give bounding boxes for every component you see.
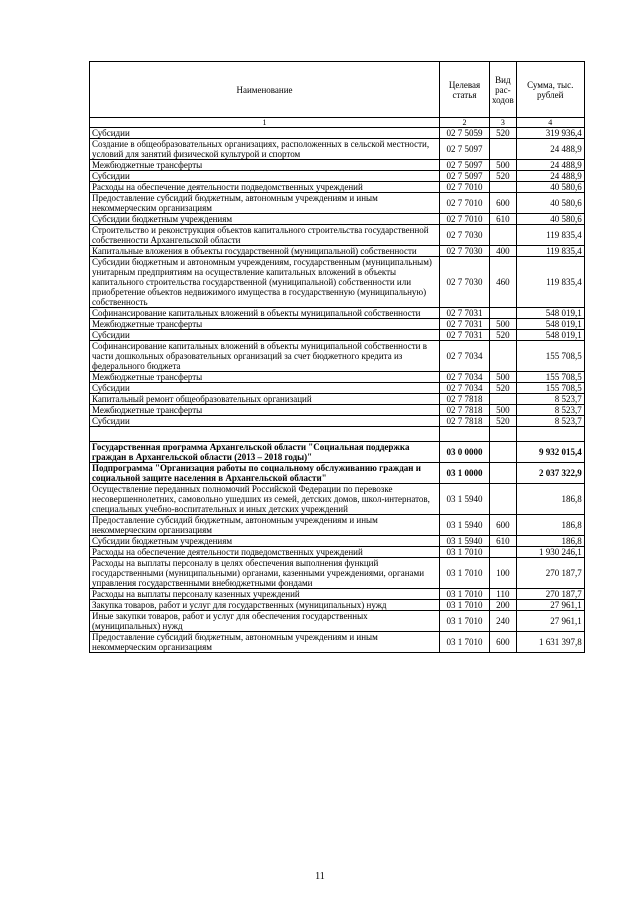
row-expense-type: 500 <box>490 372 517 383</box>
row-amount: 24 488,9 <box>516 139 584 160</box>
row-amount: 27 961,1 <box>516 600 584 611</box>
row-expense-type: 600 <box>490 632 517 653</box>
table-row <box>90 611 585 632</box>
table-row <box>90 128 585 139</box>
row-name: Строительство и реконструкция объектов капитального строительства государственной собственности Архангельской области <box>90 225 440 246</box>
row-name: Закупка товаров, работ и услуг для государственных (муниципальных) нужд <box>90 600 440 611</box>
row-target-code: 02 7 7010 <box>440 193 490 214</box>
page-number: 11 <box>315 871 325 882</box>
row-amount: 27 961,1 <box>516 611 584 632</box>
table-row <box>90 484 585 515</box>
row-name: Осуществление переданных полномочий Российской Федерации по перевозке несовершеннолетних, самовольно ушедших из семей, детских домов, школ-интернатов, специальных учебно-воспитательных и иных детских учреждений <box>90 484 440 515</box>
row-expense-type: 500 <box>490 319 517 330</box>
row-name: Капитальные вложения в объекты государственной (муниципальной) собственности <box>90 246 440 257</box>
row-expense-type <box>490 442 517 463</box>
row-name: Расходы на выплаты персоналу казенных учреждений <box>90 589 440 600</box>
row-expense-type: 520 <box>490 128 517 139</box>
header-kind: Вид рас-ходов <box>490 62 517 118</box>
row-name: Расходы на выплаты персоналу в целях обеспечения выполнения функций государственными (муниципальными) органами, казенными учреждениями, органами управления государственными внебюджетными фондами <box>90 558 440 589</box>
table-row <box>90 182 585 193</box>
row-expense-type: 600 <box>490 515 517 536</box>
header-sum: Сумма, тыс. рублей <box>516 62 584 118</box>
row-name: Межбюджетные трансферты <box>90 160 440 171</box>
row-amount: 270 187,7 <box>516 558 584 589</box>
row-name: Создание в общеобразовательных организациях, расположенных в сельской местности, условий для занятий физической культурой и спортом <box>90 139 440 160</box>
table-row <box>90 341 585 372</box>
row-amount: 8 523,7 <box>516 416 584 427</box>
row-expense-type: 520 <box>490 171 517 182</box>
row-name: Субсидии <box>90 383 440 394</box>
row-target-code: 02 7 7818 <box>440 405 490 416</box>
row-name: Расходы на обеспечение деятельности подведомственных учреждений <box>90 182 440 193</box>
row-name: Субсидии бюджетным учреждениям <box>90 536 440 547</box>
row-name: Субсидии <box>90 128 440 139</box>
row-expense-type: 500 <box>490 405 517 416</box>
row-target-code: 02 7 5059 <box>440 128 490 139</box>
row-target-code: 03 1 5940 <box>440 484 490 515</box>
row-amount: 40 580,6 <box>516 193 584 214</box>
table-row <box>90 558 585 589</box>
row-name: Предоставление субсидий бюджетным, автономным учреждениям и иным некоммерческим организациям <box>90 515 440 536</box>
row-amount: 119 835,4 <box>516 225 584 246</box>
table-row <box>90 330 585 341</box>
row-amount: 9 932 015,4 <box>516 442 584 463</box>
table-row <box>90 139 585 160</box>
row-name: Предоставление субсидий бюджетным, автономным учреждениям и иным некоммерческим организациям <box>90 632 440 653</box>
row-target-code: 02 7 7031 <box>440 308 490 319</box>
row-name: Субсидии <box>90 330 440 341</box>
row-expense-type <box>490 463 517 484</box>
row-target-code: 02 7 7010 <box>440 182 490 193</box>
table-row <box>90 547 585 558</box>
row-target-code: 03 1 7010 <box>440 589 490 600</box>
row-target-code: 02 7 7030 <box>440 246 490 257</box>
table-row <box>90 442 585 463</box>
row-expense-type: 520 <box>490 416 517 427</box>
row-name: Софинансирование капитальных вложений в объекты муниципальной собственности <box>90 308 440 319</box>
table-row <box>90 372 585 383</box>
row-expense-type: 400 <box>490 246 517 257</box>
row-name: Субсидии <box>90 416 440 427</box>
row-target-code: 02 7 7010 <box>440 214 490 225</box>
row-amount: 548 019,1 <box>516 330 584 341</box>
row-amount: 155 708,5 <box>516 372 584 383</box>
table-row <box>90 405 585 416</box>
table-row <box>90 214 585 225</box>
row-target-code: 03 1 7010 <box>440 632 490 653</box>
header-number: 4 <box>516 118 584 128</box>
table-row <box>90 308 585 319</box>
row-amount: 186,8 <box>516 484 584 515</box>
row-amount: 24 488,9 <box>516 160 584 171</box>
table-row <box>90 225 585 246</box>
row-expense-type: 610 <box>490 536 517 547</box>
row-expense-type: 200 <box>490 600 517 611</box>
row-expense-type <box>490 182 517 193</box>
row-target-code: 02 7 7031 <box>440 330 490 341</box>
table-row <box>90 171 585 182</box>
row-target-code: 03 1 5940 <box>440 536 490 547</box>
row-amount: 186,8 <box>516 536 584 547</box>
table-row <box>90 246 585 257</box>
header-code: Целевая статья <box>440 62 490 118</box>
row-name: Субсидии бюджетным и автономным учреждениям, государственным (муниципальным) унитарным предприятиям на осуществление капитальных вложений в объекты капитального строительства государственной (муниципальной) собственности или приобретение объектов недвижимого имущества в государственную (муниципальную) собственность <box>90 257 440 308</box>
table-row <box>90 589 585 600</box>
row-amount: 319 936,4 <box>516 128 584 139</box>
row-expense-type <box>490 308 517 319</box>
row-amount: 1 631 397,8 <box>516 632 584 653</box>
row-amount: 186,8 <box>516 515 584 536</box>
header-number: 3 <box>490 118 517 128</box>
row-name: Софинансирование капитальных вложений в объекты муниципальной собственности в части дошкольных образовательных организаций за счет бюджетного кредита из федерального бюджета <box>90 341 440 372</box>
row-expense-type <box>490 139 517 160</box>
row-amount: 24 488,9 <box>516 171 584 182</box>
table-row <box>90 600 585 611</box>
row-amount: 119 835,4 <box>516 246 584 257</box>
row-name: Субсидии <box>90 171 440 182</box>
row-name: Иные закупки товаров, работ и услуг для обеспечения государственных (муниципальных) нужд <box>90 611 440 632</box>
row-expense-type: 600 <box>490 193 517 214</box>
row-expense-type: 100 <box>490 558 517 589</box>
row-amount: 155 708,5 <box>516 383 584 394</box>
table-row <box>90 416 585 427</box>
row-amount: 548 019,1 <box>516 319 584 330</box>
row-name: Подпрограмма "Организация работы по социальному обслуживанию граждан и социальной защите населения в Архангельской области" <box>90 463 440 484</box>
row-amount: 40 580,6 <box>516 182 584 193</box>
row-target-code: 02 7 7034 <box>440 372 490 383</box>
row-amount: 1 930 246,1 <box>516 547 584 558</box>
row-name: Капитальный ремонт общеобразовательных организаций <box>90 394 440 405</box>
table-row <box>90 383 585 394</box>
row-target-code: 02 7 5097 <box>440 139 490 160</box>
budget-table <box>89 61 585 653</box>
row-target-code: 02 7 7034 <box>440 341 490 372</box>
row-target-code: 02 7 5097 <box>440 160 490 171</box>
row-expense-type: 110 <box>490 589 517 600</box>
row-target-code: 03 1 5940 <box>440 515 490 536</box>
row-name: Межбюджетные трансферты <box>90 405 440 416</box>
header-number: 1 <box>90 118 440 128</box>
header-name: Наименование <box>90 62 440 118</box>
row-expense-type: 520 <box>490 330 517 341</box>
row-target-code: 03 0 0000 <box>440 442 490 463</box>
row-expense-type: 460 <box>490 257 517 308</box>
row-amount: 2 037 322,9 <box>516 463 584 484</box>
row-expense-type: 500 <box>490 160 517 171</box>
row-target-code: 02 7 7030 <box>440 225 490 246</box>
row-amount: 548 019,1 <box>516 308 584 319</box>
table-row <box>90 394 585 405</box>
row-expense-type: 610 <box>490 214 517 225</box>
row-name: Межбюджетные трансферты <box>90 372 440 383</box>
row-target-code: 02 7 7034 <box>440 383 490 394</box>
row-name: Расходы на обеспечение деятельности подведомственных учреждений <box>90 547 440 558</box>
row-target-code: 03 1 7010 <box>440 558 490 589</box>
row-expense-type <box>490 394 517 405</box>
row-amount: 155 708,5 <box>516 341 584 372</box>
table-row <box>90 160 585 171</box>
row-target-code: 02 7 7818 <box>440 416 490 427</box>
row-target-code: 02 7 7818 <box>440 394 490 405</box>
row-amount: 119 835,4 <box>516 257 584 308</box>
table-row <box>90 257 585 308</box>
row-target-code: 03 1 7010 <box>440 600 490 611</box>
row-target-code: 03 1 7010 <box>440 611 490 632</box>
row-name: Межбюджетные трансферты <box>90 319 440 330</box>
row-target-code: 03 1 0000 <box>440 463 490 484</box>
row-amount: 40 580,6 <box>516 214 584 225</box>
table-row <box>90 463 585 484</box>
row-expense-type <box>490 225 517 246</box>
row-target-code: 02 7 7030 <box>440 257 490 308</box>
row-name: Субсидии бюджетным учреждениям <box>90 214 440 225</box>
table-row <box>90 319 585 330</box>
blank-row <box>90 427 585 442</box>
row-target-code: 02 7 5097 <box>440 171 490 182</box>
header-number: 2 <box>440 118 490 128</box>
row-expense-type <box>490 547 517 558</box>
table-row <box>90 515 585 536</box>
table-row <box>90 536 585 547</box>
row-target-code: 02 7 7031 <box>440 319 490 330</box>
row-name: Государственная программа Архангельской области "Социальная поддержка граждан в Архангельской области (2013 – 2018 годы)" <box>90 442 440 463</box>
row-expense-type: 520 <box>490 383 517 394</box>
row-target-code: 03 1 7010 <box>440 547 490 558</box>
row-expense-type <box>490 484 517 515</box>
row-expense-type: 240 <box>490 611 517 632</box>
row-name: Предоставление субсидий бюджетным, автономным учреждениям и иным некоммерческим организациям <box>90 193 440 214</box>
row-amount: 8 523,7 <box>516 405 584 416</box>
row-amount: 8 523,7 <box>516 394 584 405</box>
row-expense-type <box>490 341 517 372</box>
row-amount: 270 187,7 <box>516 589 584 600</box>
table-row <box>90 193 585 214</box>
table-row <box>90 632 585 653</box>
